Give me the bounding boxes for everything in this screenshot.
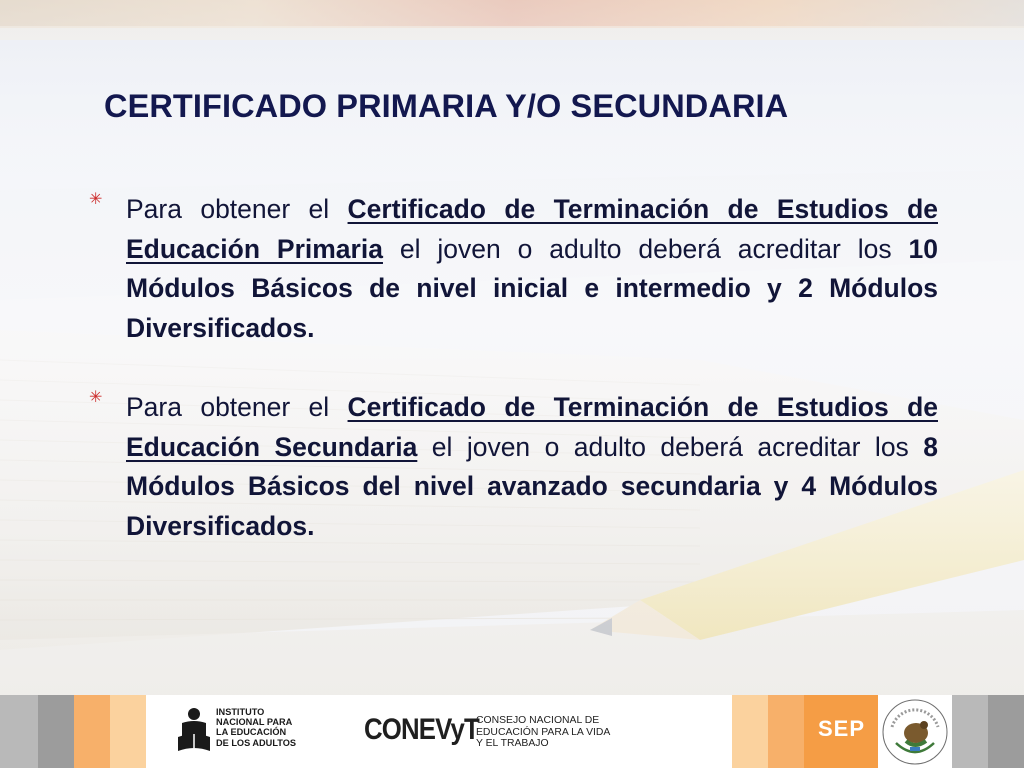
inea-logo-text: INSTITUTO NACIONAL PARA LA EDUCACIÓN DE LOS ADULTOS (216, 707, 296, 748)
module-requirement: 8 Módulos Básicos del nivel avanzado secundaria y 4 Módulos Diversificados. (126, 431, 938, 541)
bullet-text: Para obtener el Certificado de Terminación de Estudios de Educación Primaria el joven o adulto deberá acreditar los 10 Módulos Básicos de nivel inicial e intermedio y 2 Módulos Diversificados. (126, 194, 938, 343)
bullet-text: Para obtener el Certificado de Terminación de Estudios de Educación Secundaria el joven o adulto deberá acreditar los 8 Módulos Básicos del nivel avanzado secundaria y 4 Módulos Diversificados. (126, 392, 938, 541)
footer-color-block (952, 695, 988, 768)
certificate-name: Certificado de Terminación de Estudios de Educación Primaria (126, 194, 938, 264)
bullet-list (86, 190, 938, 576)
asterisk-bullet-icon: ✳ (89, 389, 103, 406)
certificate-name: Certificado de Terminación de Estudios de Educación Secundaria (126, 392, 938, 462)
footer-color-block (38, 695, 74, 768)
asterisk-bullet-icon: ✳ (89, 191, 103, 208)
conevyt-logo-text: CONSEJO NACIONAL DE EDUCACIÓN PARA LA VIDA Y EL TRABAJO (476, 715, 611, 750)
sep-logo: SEP (818, 716, 866, 741)
footer-color-block (732, 695, 768, 768)
slide-title: CERTIFICADO PRIMARIA Y/O SECUNDARIA (104, 88, 789, 124)
reading-person-icon (176, 707, 212, 753)
footer-color-block (110, 695, 146, 768)
mexican-coat-of-arms-icon (880, 697, 950, 767)
footer-color-block (768, 695, 804, 768)
module-requirement: 10 Módulos Básicos de nivel inicial e intermedio y 2 Módulos Diversificados. (126, 233, 938, 343)
footer-color-block (74, 695, 110, 768)
footer-color-block (0, 695, 38, 768)
footer-color-block (988, 695, 1024, 768)
bullet-item-primaria (86, 190, 938, 348)
conevyt-logo: CONEVyT (364, 713, 479, 746)
bullet-item-secundaria (86, 388, 938, 546)
